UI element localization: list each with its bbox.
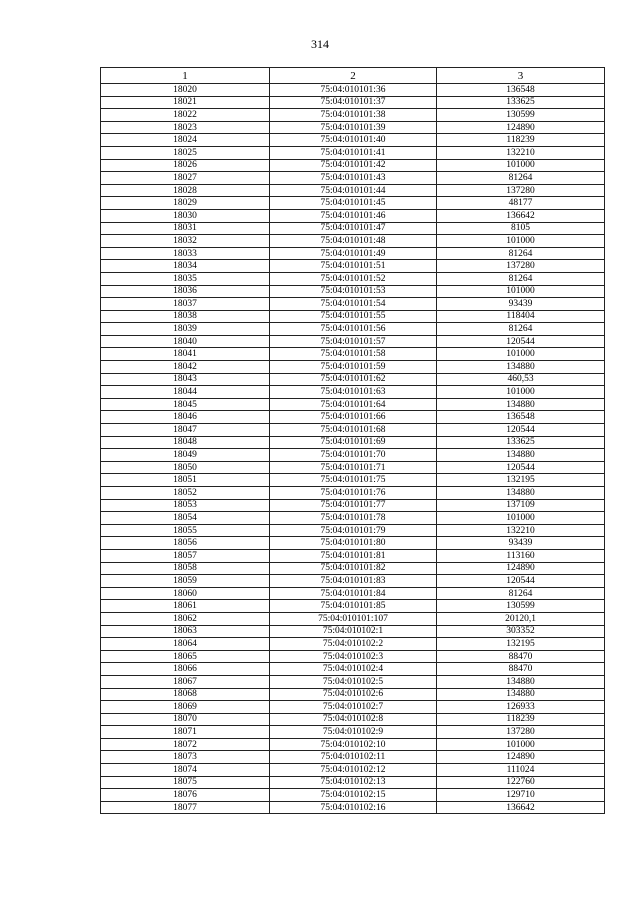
table-row [101, 537, 605, 550]
row-number-cell: 18022 [101, 109, 270, 122]
table-row [101, 487, 605, 500]
row-number-cell: 18040 [101, 335, 270, 348]
value-cell: 120544 [437, 424, 605, 437]
row-number-cell: 18023 [101, 121, 270, 134]
row-number-cell: 18053 [101, 499, 270, 512]
table-row [101, 411, 605, 424]
value-cell: 137280 [437, 726, 605, 739]
row-number-cell: 18056 [101, 537, 270, 550]
table-row [101, 461, 605, 474]
value-cell: 120544 [437, 575, 605, 588]
row-number-cell: 18072 [101, 738, 270, 751]
table-row [101, 789, 605, 802]
table-row [101, 751, 605, 764]
row-number-cell: 18020 [101, 84, 270, 97]
value-cell: 81264 [437, 247, 605, 260]
cadastral-number-cell: 75:04:010101:71 [270, 461, 437, 474]
value-cell: 120544 [437, 461, 605, 474]
value-cell: 93439 [437, 298, 605, 311]
cadastral-number-cell: 75:04:010102:16 [270, 801, 437, 814]
table-row [101, 549, 605, 562]
value-cell: 136548 [437, 411, 605, 424]
table-row [101, 96, 605, 109]
table-row [101, 675, 605, 688]
value-cell: 134880 [437, 487, 605, 500]
cadastral-number-cell: 75:04:010101:46 [270, 209, 437, 222]
row-number-cell: 18044 [101, 386, 270, 399]
table-row [101, 512, 605, 525]
table-row [101, 109, 605, 122]
table-row [101, 298, 605, 311]
table-row [101, 650, 605, 663]
table-row [101, 361, 605, 374]
value-cell: 101000 [437, 738, 605, 751]
row-number-cell: 18027 [101, 172, 270, 185]
value-cell: 118239 [437, 713, 605, 726]
page-number: 314 [311, 37, 329, 51]
table-row [101, 373, 605, 386]
row-number-cell: 18032 [101, 235, 270, 248]
value-cell: 93439 [437, 537, 605, 550]
row-number-cell: 18042 [101, 361, 270, 374]
table-row [101, 172, 605, 185]
cadastral-number-cell: 75:04:010102:15 [270, 789, 437, 802]
column-header-2: 2 [270, 68, 437, 84]
value-cell: 134880 [437, 675, 605, 688]
cadastral-number-cell: 75:04:010102:5 [270, 675, 437, 688]
table-row [101, 235, 605, 248]
row-number-cell: 18024 [101, 134, 270, 147]
value-cell: 132210 [437, 146, 605, 159]
row-number-cell: 18077 [101, 801, 270, 814]
row-number-cell: 18035 [101, 272, 270, 285]
row-number-cell: 18069 [101, 701, 270, 714]
row-number-cell: 18038 [101, 310, 270, 323]
table-row [101, 562, 605, 575]
table-row [101, 247, 605, 260]
row-number-cell: 18059 [101, 575, 270, 588]
value-cell: 134880 [437, 361, 605, 374]
cadastral-number-cell: 75:04:010102:11 [270, 751, 437, 764]
row-number-cell: 18050 [101, 461, 270, 474]
value-cell: 118404 [437, 310, 605, 323]
row-number-cell: 18071 [101, 726, 270, 739]
table-row [101, 688, 605, 701]
table-row [101, 209, 605, 222]
cadastral-number-cell: 75:04:010102:6 [270, 688, 437, 701]
cadastral-number-cell: 75:04:010101:107 [270, 612, 437, 625]
row-number-cell: 18054 [101, 512, 270, 525]
cadastral-number-cell: 75:04:010101:47 [270, 222, 437, 235]
cadastral-number-cell: 75:04:010101:53 [270, 285, 437, 298]
cadastral-number-cell: 75:04:010101:42 [270, 159, 437, 172]
value-cell: 20120,1 [437, 612, 605, 625]
cadastral-number-cell: 75:04:010102:9 [270, 726, 437, 739]
row-number-cell: 18074 [101, 764, 270, 777]
value-cell: 88470 [437, 650, 605, 663]
row-number-cell: 18063 [101, 625, 270, 638]
row-number-cell: 18046 [101, 411, 270, 424]
table-row [101, 348, 605, 361]
row-number-cell: 18025 [101, 146, 270, 159]
row-number-cell: 18075 [101, 776, 270, 789]
cadastral-number-cell: 75:04:010101:63 [270, 386, 437, 399]
table-row [101, 575, 605, 588]
cadastral-number-cell: 75:04:010101:54 [270, 298, 437, 311]
row-number-cell: 18066 [101, 663, 270, 676]
cadastral-number-cell: 75:04:010101:57 [270, 335, 437, 348]
value-cell: 124890 [437, 562, 605, 575]
row-number-cell: 18041 [101, 348, 270, 361]
value-cell: 133625 [437, 96, 605, 109]
value-cell: 132195 [437, 638, 605, 651]
table-row [101, 386, 605, 399]
cadastral-number-cell: 75:04:010101:48 [270, 235, 437, 248]
cadastral-number-cell: 75:04:010102:8 [270, 713, 437, 726]
table-row [101, 184, 605, 197]
row-number-cell: 18033 [101, 247, 270, 260]
value-cell: 124890 [437, 121, 605, 134]
value-cell: 48177 [437, 197, 605, 210]
value-cell: 81264 [437, 272, 605, 285]
cadastral-number-cell: 75:04:010101:69 [270, 436, 437, 449]
value-cell: 88470 [437, 663, 605, 676]
cadastral-number-cell: 75:04:010101:58 [270, 348, 437, 361]
row-number-cell: 18029 [101, 197, 270, 210]
row-number-cell: 18064 [101, 638, 270, 651]
cadastral-number-cell: 75:04:010101:39 [270, 121, 437, 134]
table-row [101, 449, 605, 462]
cadastral-number-cell: 75:04:010102:1 [270, 625, 437, 638]
table-row [101, 222, 605, 235]
cadastral-number-cell: 75:04:010101:43 [270, 172, 437, 185]
row-number-cell: 18067 [101, 675, 270, 688]
row-number-cell: 18073 [101, 751, 270, 764]
value-cell: 136642 [437, 801, 605, 814]
value-cell: 8105 [437, 222, 605, 235]
table-row [101, 398, 605, 411]
cadastral-number-cell: 75:04:010101:75 [270, 474, 437, 487]
row-number-cell: 18043 [101, 373, 270, 386]
value-cell: 134880 [437, 449, 605, 462]
table-header [101, 68, 605, 84]
row-number-cell: 18034 [101, 260, 270, 273]
value-cell: 129710 [437, 789, 605, 802]
row-number-cell: 18039 [101, 323, 270, 336]
cadastral-number-cell: 75:04:010101:44 [270, 184, 437, 197]
cadastral-number-cell: 75:04:010101:82 [270, 562, 437, 575]
value-cell: 101000 [437, 386, 605, 399]
value-cell: 130599 [437, 600, 605, 613]
cadastral-number-cell: 75:04:010101:77 [270, 499, 437, 512]
cadastral-number-cell: 75:04:010101:52 [270, 272, 437, 285]
cadastral-number-cell: 75:04:010102:12 [270, 764, 437, 777]
cadastral-number-cell: 75:04:010101:84 [270, 587, 437, 600]
header-row [101, 68, 605, 84]
cadastral-number-cell: 75:04:010101:76 [270, 487, 437, 500]
cadastral-number-cell: 75:04:010102:7 [270, 701, 437, 714]
table-row [101, 638, 605, 651]
cadastral-number-cell: 75:04:010101:70 [270, 449, 437, 462]
cadastral-number-cell: 75:04:010101:81 [270, 549, 437, 562]
row-number-cell: 18057 [101, 549, 270, 562]
row-number-cell: 18060 [101, 587, 270, 600]
table-row [101, 197, 605, 210]
value-cell: 124890 [437, 751, 605, 764]
value-cell: 132195 [437, 474, 605, 487]
table-row [101, 524, 605, 537]
value-cell: 134880 [437, 398, 605, 411]
value-cell: 137109 [437, 499, 605, 512]
value-cell: 113160 [437, 549, 605, 562]
row-number-cell: 18021 [101, 96, 270, 109]
row-number-cell: 18062 [101, 612, 270, 625]
cadastral-number-cell: 75:04:010101:56 [270, 323, 437, 336]
row-number-cell: 18058 [101, 562, 270, 575]
row-number-cell: 18065 [101, 650, 270, 663]
cadastral-number-cell: 75:04:010101:49 [270, 247, 437, 260]
value-cell: 460,53 [437, 373, 605, 386]
table-row [101, 499, 605, 512]
table-row [101, 310, 605, 323]
row-number-cell: 18052 [101, 487, 270, 500]
table-row [101, 587, 605, 600]
value-cell: 101000 [437, 285, 605, 298]
table-row [101, 285, 605, 298]
row-number-cell: 18037 [101, 298, 270, 311]
value-cell: 118239 [437, 134, 605, 147]
cadastral-number-cell: 75:04:010102:10 [270, 738, 437, 751]
table-row [101, 134, 605, 147]
cadastral-number-cell: 75:04:010101:62 [270, 373, 437, 386]
value-cell: 101000 [437, 235, 605, 248]
value-cell: 120544 [437, 335, 605, 348]
table-row [101, 84, 605, 97]
value-cell: 133625 [437, 436, 605, 449]
value-cell: 81264 [437, 323, 605, 336]
row-number-cell: 18048 [101, 436, 270, 449]
cadastral-number-cell: 75:04:010101:66 [270, 411, 437, 424]
value-cell: 101000 [437, 348, 605, 361]
cadastral-number-cell: 75:04:010101:64 [270, 398, 437, 411]
cadastral-number-cell: 75:04:010101:38 [270, 109, 437, 122]
value-cell: 136548 [437, 84, 605, 97]
row-number-cell: 18028 [101, 184, 270, 197]
cadastral-number-cell: 75:04:010101:85 [270, 600, 437, 613]
cadastral-number-cell: 75:04:010101:37 [270, 96, 437, 109]
table-row [101, 335, 605, 348]
value-cell: 101000 [437, 512, 605, 525]
cadastral-number-cell: 75:04:010101:80 [270, 537, 437, 550]
table-row [101, 436, 605, 449]
value-cell: 101000 [437, 159, 605, 172]
table-row [101, 600, 605, 613]
cadastral-number-cell: 75:04:010102:3 [270, 650, 437, 663]
row-number-cell: 18051 [101, 474, 270, 487]
table-row [101, 713, 605, 726]
cadastral-number-cell: 75:04:010102:2 [270, 638, 437, 651]
table-row [101, 260, 605, 273]
table-row [101, 612, 605, 625]
column-header-3: 3 [437, 68, 605, 84]
cadastral-number-cell: 75:04:010101:68 [270, 424, 437, 437]
row-number-cell: 18068 [101, 688, 270, 701]
value-cell: 137280 [437, 184, 605, 197]
table-row [101, 776, 605, 789]
table-row [101, 424, 605, 437]
value-cell: 81264 [437, 172, 605, 185]
table-row [101, 801, 605, 814]
value-cell: 303352 [437, 625, 605, 638]
table-row [101, 272, 605, 285]
value-cell: 130599 [437, 109, 605, 122]
table-row [101, 764, 605, 777]
table-row [101, 146, 605, 159]
row-number-cell: 18026 [101, 159, 270, 172]
value-cell: 136642 [437, 209, 605, 222]
registry-table [100, 67, 605, 814]
cadastral-number-cell: 75:04:010101:83 [270, 575, 437, 588]
value-cell: 111024 [437, 764, 605, 777]
row-number-cell: 18047 [101, 424, 270, 437]
row-number-cell: 18076 [101, 789, 270, 802]
row-number-cell: 18045 [101, 398, 270, 411]
table-row [101, 474, 605, 487]
value-cell: 126933 [437, 701, 605, 714]
cadastral-number-cell: 75:04:010102:13 [270, 776, 437, 789]
value-cell: 137280 [437, 260, 605, 273]
column-header-1: 1 [101, 68, 270, 84]
table-row [101, 738, 605, 751]
row-number-cell: 18055 [101, 524, 270, 537]
row-number-cell: 18061 [101, 600, 270, 613]
table-row [101, 323, 605, 336]
row-number-cell: 18030 [101, 209, 270, 222]
row-number-cell: 18070 [101, 713, 270, 726]
table-row [101, 701, 605, 714]
table-row [101, 726, 605, 739]
cadastral-number-cell: 75:04:010101:45 [270, 197, 437, 210]
table-row [101, 159, 605, 172]
cadastral-number-cell: 75:04:010101:79 [270, 524, 437, 537]
cadastral-number-cell: 75:04:010101:59 [270, 361, 437, 374]
table-row [101, 663, 605, 676]
row-number-cell: 18049 [101, 449, 270, 462]
cadastral-number-cell: 75:04:010101:40 [270, 134, 437, 147]
value-cell: 81264 [437, 587, 605, 600]
table-body [101, 84, 605, 814]
row-number-cell: 18031 [101, 222, 270, 235]
cadastral-number-cell: 75:04:010101:36 [270, 84, 437, 97]
cadastral-number-cell: 75:04:010101:55 [270, 310, 437, 323]
cadastral-number-cell: 75:04:010101:78 [270, 512, 437, 525]
row-number-cell: 18036 [101, 285, 270, 298]
value-cell: 132210 [437, 524, 605, 537]
table-row [101, 121, 605, 134]
value-cell: 134880 [437, 688, 605, 701]
value-cell: 122760 [437, 776, 605, 789]
table-row [101, 625, 605, 638]
cadastral-number-cell: 75:04:010102:4 [270, 663, 437, 676]
cadastral-number-cell: 75:04:010101:51 [270, 260, 437, 273]
cadastral-number-cell: 75:04:010101:41 [270, 146, 437, 159]
